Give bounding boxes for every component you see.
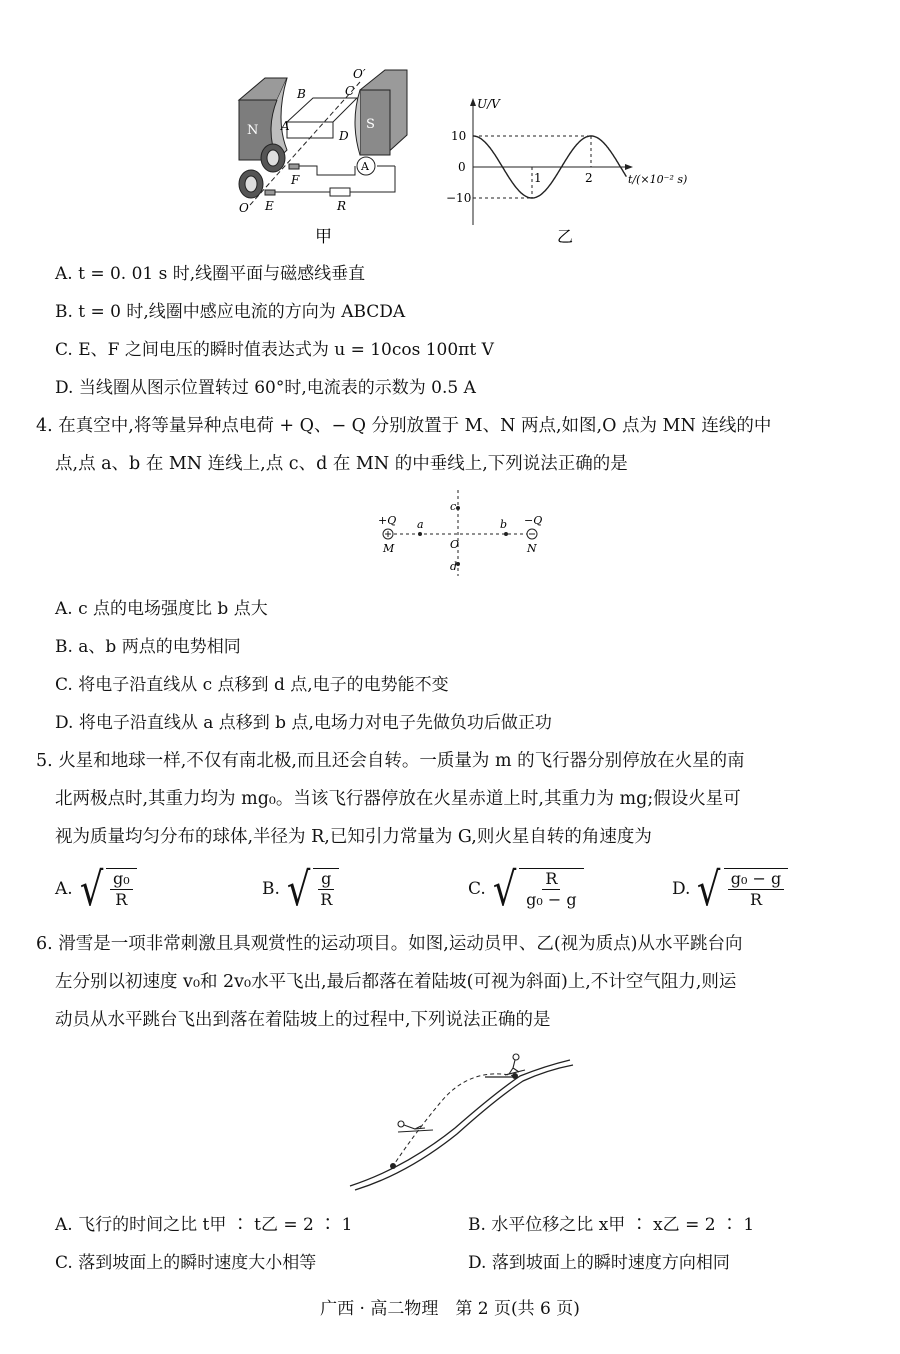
- q5-option-c: C. √ $\frac{R}{\text{g₀ − g}}$: [468, 866, 584, 912]
- label-D: D: [339, 129, 349, 143]
- top-figures: [225, 60, 695, 250]
- label-B: B: [297, 87, 306, 101]
- label-S: S: [366, 117, 375, 132]
- q6-option-c: C. 落到坡面上的瞬时速度大小相等: [55, 1253, 317, 1273]
- q3-option-c: C. E、F 之间电压的瞬时值表达式为 u = 10cos 100πt V: [55, 340, 494, 360]
- graph-xlabel: t/(×10⁻² s): [628, 173, 688, 186]
- q4-line-2: 点,点 a、b 在 MN 连线上,点 c、d 在 MN 的中垂线上,下列说法正确的是: [55, 454, 628, 474]
- q5-a-den: R: [115, 890, 128, 909]
- label-A: A: [281, 119, 290, 133]
- ytick-neg10: −10: [446, 191, 472, 205]
- q6-line-2: 左分别以初速度 v₀和 2v₀水平飞出,最后都落在着陆坡(可视为斜面)上,不计空气阻力,则运: [55, 972, 737, 992]
- q4-option-a: A. c 点的电场强度比 b 点大: [55, 599, 268, 619]
- q5-option-a: A. √ $\frac{\text{g₀}}{R}$: [55, 866, 137, 912]
- q5-b-den: R: [320, 890, 333, 909]
- q5-line-3: 视为质量均匀分布的球体,半径为 R,已知引力常量为 G,则火星自转的角速度为: [55, 827, 652, 847]
- caption-jia: 甲: [315, 227, 332, 247]
- q3-option-b: B. t = 0 时,线圈中感应电流的方向为 ABCDA: [55, 302, 406, 322]
- label-plusQ: +Q: [378, 514, 397, 527]
- label-E: E: [265, 199, 274, 213]
- xtick-2: 2: [585, 171, 593, 185]
- q5-a-num: g₀: [110, 869, 133, 890]
- label-c: c: [450, 500, 457, 513]
- label-minusQ: −Q: [524, 514, 543, 527]
- label-O-prime: O′: [353, 67, 366, 81]
- q5-line-2: 北两极点时,其重力均为 mg₀。当该飞行器停放在火星赤道上时,其重力为 mg;假设火星可: [55, 789, 741, 809]
- q5-c-den: g₀ − g: [526, 890, 577, 909]
- label-O: O: [450, 538, 460, 551]
- ytick-0: 0: [458, 160, 466, 174]
- q6-option-d: D. 落到坡面上的瞬时速度方向相同: [468, 1253, 730, 1273]
- label-M: M: [383, 542, 395, 555]
- label-b: b: [500, 518, 508, 531]
- page-footer: 广西 · 高二物理 第 2 页(共 6 页): [320, 1299, 580, 1319]
- q4-option-d: D. 将电子沿直线从 a 点移到 b 点,电场力对电子先做负功后做正功: [55, 713, 552, 733]
- generator-diagram: [239, 67, 407, 247]
- q5-d-den: R: [749, 890, 763, 909]
- label-O: O: [239, 201, 249, 215]
- label-R: R: [337, 199, 347, 213]
- q5-c-num: R: [542, 869, 560, 890]
- label-F: F: [291, 173, 300, 187]
- q3-option-a: A. t = 0. 01 s 时,线圈平面与磁感线垂直: [55, 264, 366, 284]
- q6-line-3: 动员从水平跳台飞出到落在着陆坡上的过程中,下列说法正确的是: [55, 1010, 551, 1030]
- label-C: C: [345, 84, 355, 98]
- q6-line-1: 6. 滑雪是一项非常刺激且具观赏性的运动项目。如图,运动员甲、乙(视为质点)从水平跳台向: [36, 934, 743, 954]
- label-a: a: [417, 518, 424, 531]
- label-N: N: [527, 542, 537, 555]
- label-d: d: [450, 560, 458, 573]
- q5-option-d: D. √ $\frac{\text{g₀ − g}}{R}$: [672, 866, 788, 912]
- q5-d-num: g₀ − g: [728, 869, 784, 890]
- charge-diagram: [370, 490, 550, 580]
- q6-option-b: B. 水平位移之比 x甲 ∶ x乙 = 2 ∶ 1: [468, 1215, 755, 1235]
- q3-option-d: D. 当线圈从图示位置转过 60°时,电流表的示数为 0.5 A: [55, 378, 476, 398]
- caption-yi: 乙: [557, 227, 574, 246]
- ammeter-label: A: [361, 160, 369, 173]
- q5-option-b: B. √ $\frac{g}{R}$: [262, 866, 339, 912]
- xtick-1: 1: [534, 171, 542, 185]
- label-N: N: [247, 123, 259, 138]
- ytick-10: 10: [451, 129, 467, 143]
- q4-option-b: B. a、b 两点的电势相同: [55, 637, 241, 657]
- q4-line-1: 4. 在真空中,将等量异种点电荷 + Q、− Q 分别放置于 M、N 两点,如图,O 点为 MN 连线的中: [36, 416, 772, 436]
- q4-option-c: C. 将电子沿直线从 c 点移到 d 点,电子的电势能不变: [55, 675, 449, 695]
- q5-line-1: 5. 火星和地球一样,不仅有南北极,而且还会自转。一质量为 m 的飞行器分别停放在火星的南: [36, 751, 745, 771]
- voltage-graph: [446, 97, 687, 246]
- q6-option-a: A. 飞行的时间之比 t甲 ∶ t乙 = 2 ∶ 1: [55, 1215, 353, 1235]
- graph-ylabel: U/V: [477, 97, 500, 111]
- ski-slope-diagram: [345, 1048, 580, 1198]
- q5-b-num: g: [318, 869, 334, 890]
